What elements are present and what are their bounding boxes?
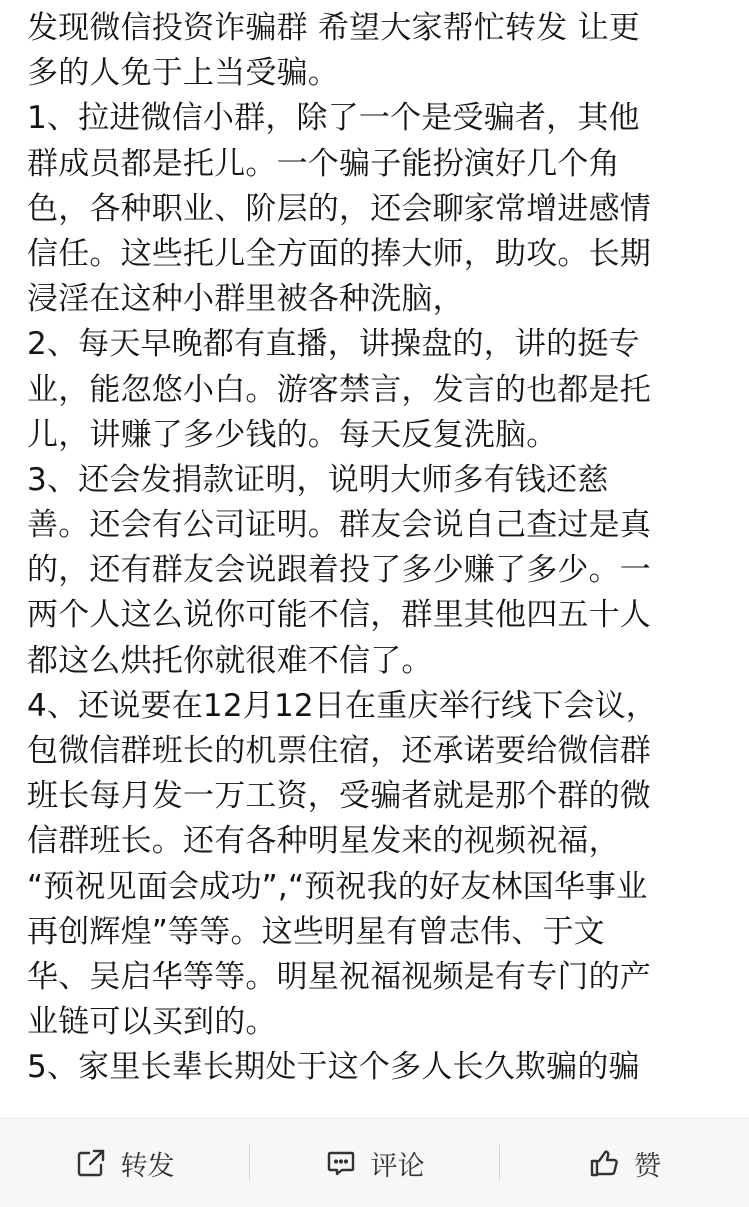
post-text-line: 班长每月发一万工资，受骗者就是那个群的微 xyxy=(27,778,651,815)
post-text-line: 发现微信投资诈骗群 希望大家帮忙转发 让更 xyxy=(27,10,640,46)
thumbs-up-icon xyxy=(588,1147,620,1179)
post-text-line: 4、还说要在12月12日在重庆举行线下会议， xyxy=(27,687,658,724)
post-text-line: 包微信群班长的机票住宿，还承诺要给微信群 xyxy=(27,733,651,769)
post-text-line: 再创辉煌”等等。这些明星有曾志伟、于文 xyxy=(27,913,605,950)
post-text-line: 信任。这些托儿全方面的捧大师，助攻。长期 xyxy=(27,235,651,272)
post-text-line: 2、每天早晚都有直播，讲操盘的，讲的挺专 xyxy=(27,326,640,363)
post-body xyxy=(27,6,727,1091)
like-label: 赞 xyxy=(634,1150,661,1182)
repost-button[interactable] xyxy=(0,1119,249,1207)
action-bar xyxy=(0,1118,749,1207)
post-text-line: 业，能忽悠小白。游客禁言，发言的也都是托 xyxy=(27,371,651,408)
post-text-line: 善。还会有公司证明。群友会说自己查过是真 xyxy=(27,507,651,544)
post-text-line: 3、还会发捐款证明，说明大师多有钱还慈 xyxy=(27,461,609,498)
comment-icon xyxy=(325,1147,357,1179)
post-text-line: 色，各种职业、阶层的，还会聊家常增进感情 xyxy=(27,190,651,227)
like-button[interactable] xyxy=(500,1119,749,1207)
share-icon xyxy=(75,1147,107,1179)
post-text-line: 两个人这么说你可能不信，群里其他四五十人 xyxy=(27,597,651,634)
post-text-line: 业链可以买到的。 xyxy=(27,1004,277,1041)
repost-label: 转发 xyxy=(120,1150,175,1182)
post-text-line: 都这么烘托你就很难不信了。 xyxy=(27,642,433,679)
comment-label: 评论 xyxy=(370,1150,425,1182)
post-text-line: 信群班长。还有各种明星发来的视频祝福， xyxy=(27,823,620,860)
post-text-line: 5、家里长辈长期处于这个多人长久欺骗的骗 xyxy=(27,1049,640,1086)
post-text-line: 多的人免于上当受骗。 xyxy=(27,55,339,92)
post-text-line: 儿，讲赚了多少钱的。每天反复洗脑。 xyxy=(27,416,558,453)
post-text-line: 的，还有群友会说跟着投了多少赚了多少。一 xyxy=(27,552,651,589)
post-text-line: “预祝见面会成功”,“预祝我的好友林国华事业 xyxy=(27,868,648,905)
post-text-line: 1、拉进微信小群，除了一个是受骗者，其他 xyxy=(27,100,640,137)
comment-button[interactable] xyxy=(250,1119,499,1207)
post-text-line: 群成员都是托儿。一个骗子能扮演好几个角 xyxy=(27,145,620,182)
post-text-line: 浸淫在这种小群里被各种洗脑， xyxy=(27,281,464,318)
post-text-line: 华、吴启华等等。明星祝福视频是有专门的产 xyxy=(27,958,651,995)
